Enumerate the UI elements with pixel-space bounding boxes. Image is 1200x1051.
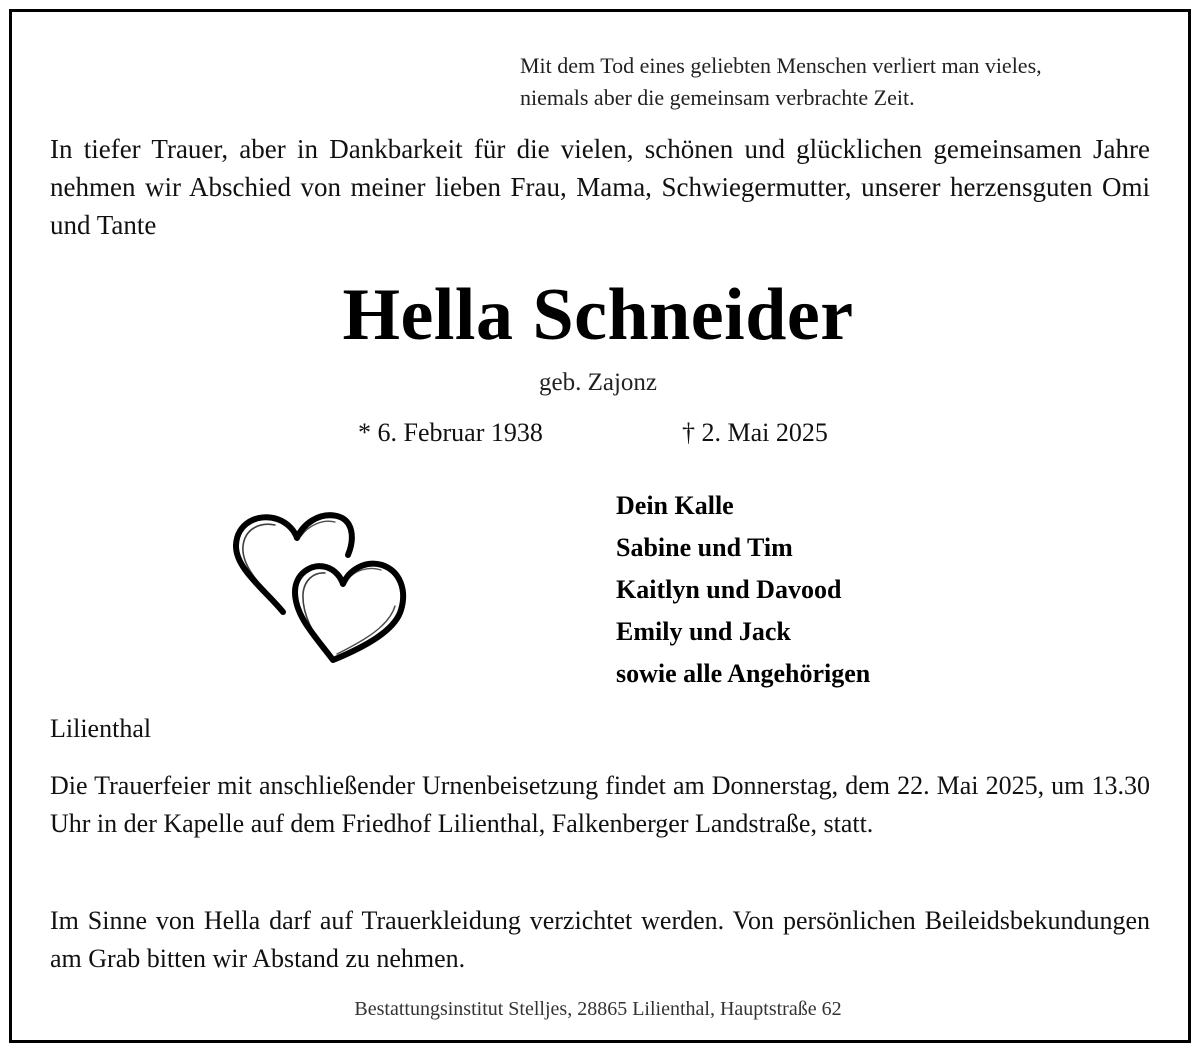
deceased-name: Hella Schneider <box>342 274 854 356</box>
mourners-list <box>616 485 1156 695</box>
mourner-3: Kaitlyn und Davood <box>616 575 842 604</box>
motto-line-1: Mit dem Tod eines geliebten Menschen verliert man vieles, <box>520 53 1042 78</box>
motto-line-2: niemals aber die gemeinsam verbrachte Zeit. <box>520 85 915 110</box>
mourner-2: Sabine und Tim <box>616 533 793 562</box>
birth-date: * 6. Februar 1938 <box>358 418 543 447</box>
mourner-4: Emily und Jack <box>616 617 791 646</box>
request-text: Im Sinne von Hella darf auf Trauerkleidung verzichtet werden. Von persönlichen Beileidsbekundungen am Grab bitten wir Abstand zu nehmen. <box>50 906 1150 973</box>
heart-stroke-left-inner <box>243 524 279 606</box>
mourner-5: sowie alle Angehörigen <box>616 659 871 688</box>
birth-name: geb. Zajonz <box>538 369 657 396</box>
ceremony-text: Die Trauerfeier mit anschließender Urnenbeisetzung findet am Donnerstag, dem 22. Mai 2025, um 13.30 Uhr in der Kapelle auf dem Friedhof Lilienthal, Falkenberger Landstraße, statt. <box>50 771 1150 838</box>
funeral-home: Bestattungsinstitut Stelljes, 28865 Lilienthal, Hauptstraße 62 <box>354 998 842 1020</box>
motto-quote <box>520 50 1160 114</box>
two-hearts-icon <box>225 500 425 670</box>
mourner-1: Dein Kalle <box>616 491 734 520</box>
intro-text: In tiefer Trauer, aber in Dankbarkeit für die vielen, schönen und glücklichen gemeinsamen Jahre nehmen wir Abschied von meiner lieben Frau, Mama, Schwiegermutter, unserer herzensguten Omi und Tante <box>50 134 1150 240</box>
place-name: Lilienthal <box>50 714 152 743</box>
death-date: † 2. Mai 2025 <box>682 418 828 447</box>
